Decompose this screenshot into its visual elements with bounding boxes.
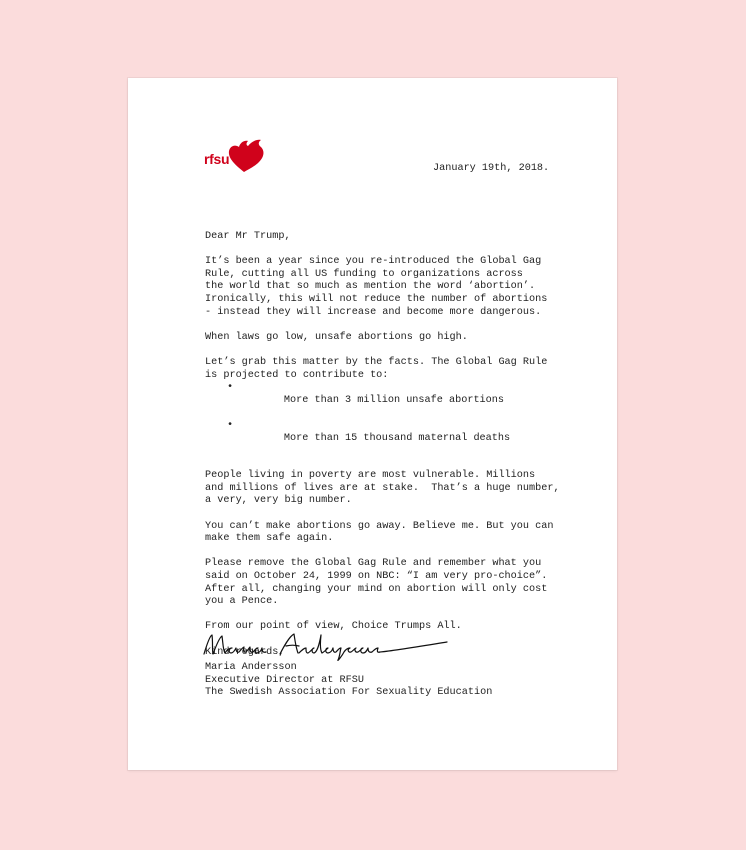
logo-wordmark: rfsu — [204, 151, 230, 167]
handwritten-signature — [202, 626, 450, 662]
signer-title: Executive Director at RFSU — [205, 674, 364, 686]
rfsu-logo — [204, 138, 266, 174]
paragraph: It’s been a year since you re-introduced the Global Gag Rule, cutting all US funding to organizations across the world that so much as mention the word ‘abortion’. Ironically, this will not reduce the number of abortions - instead they will increase and become more dangerous. — [205, 256, 548, 318]
letter-body — [205, 231, 605, 672]
list-item: • More than 15 thousand maternal deaths — [227, 419, 511, 444]
salutation: Dear Mr Trump, — [205, 231, 291, 242]
signer-name: Maria Andersson — [205, 662, 297, 673]
list-item: • More than 3 million unsafe abortions — [227, 382, 505, 406]
paragraph: Let’s grab this matter by the facts. The Global Gag Rule is projected to contribute to: — [205, 356, 548, 381]
signature-block — [205, 662, 492, 700]
paragraph: Please remove the Global Gag Rule and remember what you said on October 24, 1999 on NBC: “I am very pro-choice”. After all, changing your mind on abortion will only cost you a Pence. — [205, 558, 548, 608]
closing: Kind regards, — [205, 646, 285, 658]
paragraph: You can’t make abortions go away. Believe me. But you can make them safe again. — [205, 520, 554, 545]
paragraph: From our point of view, Choice Trumps All. — [205, 621, 462, 633]
bullet-list — [205, 382, 605, 458]
letter-page — [128, 78, 617, 770]
letter-date: January 19th, 2018. — [433, 163, 550, 174]
bullet-icon: • — [227, 382, 234, 394]
paragraph: When laws go low, unsafe abortions go high. — [205, 331, 468, 343]
paragraph: People living in poverty are most vulnerable. Millions and millions of lives are at stake. That’s a huge number, a very, very big number. — [205, 470, 560, 507]
bullet-icon: • — [227, 419, 234, 431]
signer-organization: The Swedish Association For Sexuality Education — [205, 687, 493, 699]
